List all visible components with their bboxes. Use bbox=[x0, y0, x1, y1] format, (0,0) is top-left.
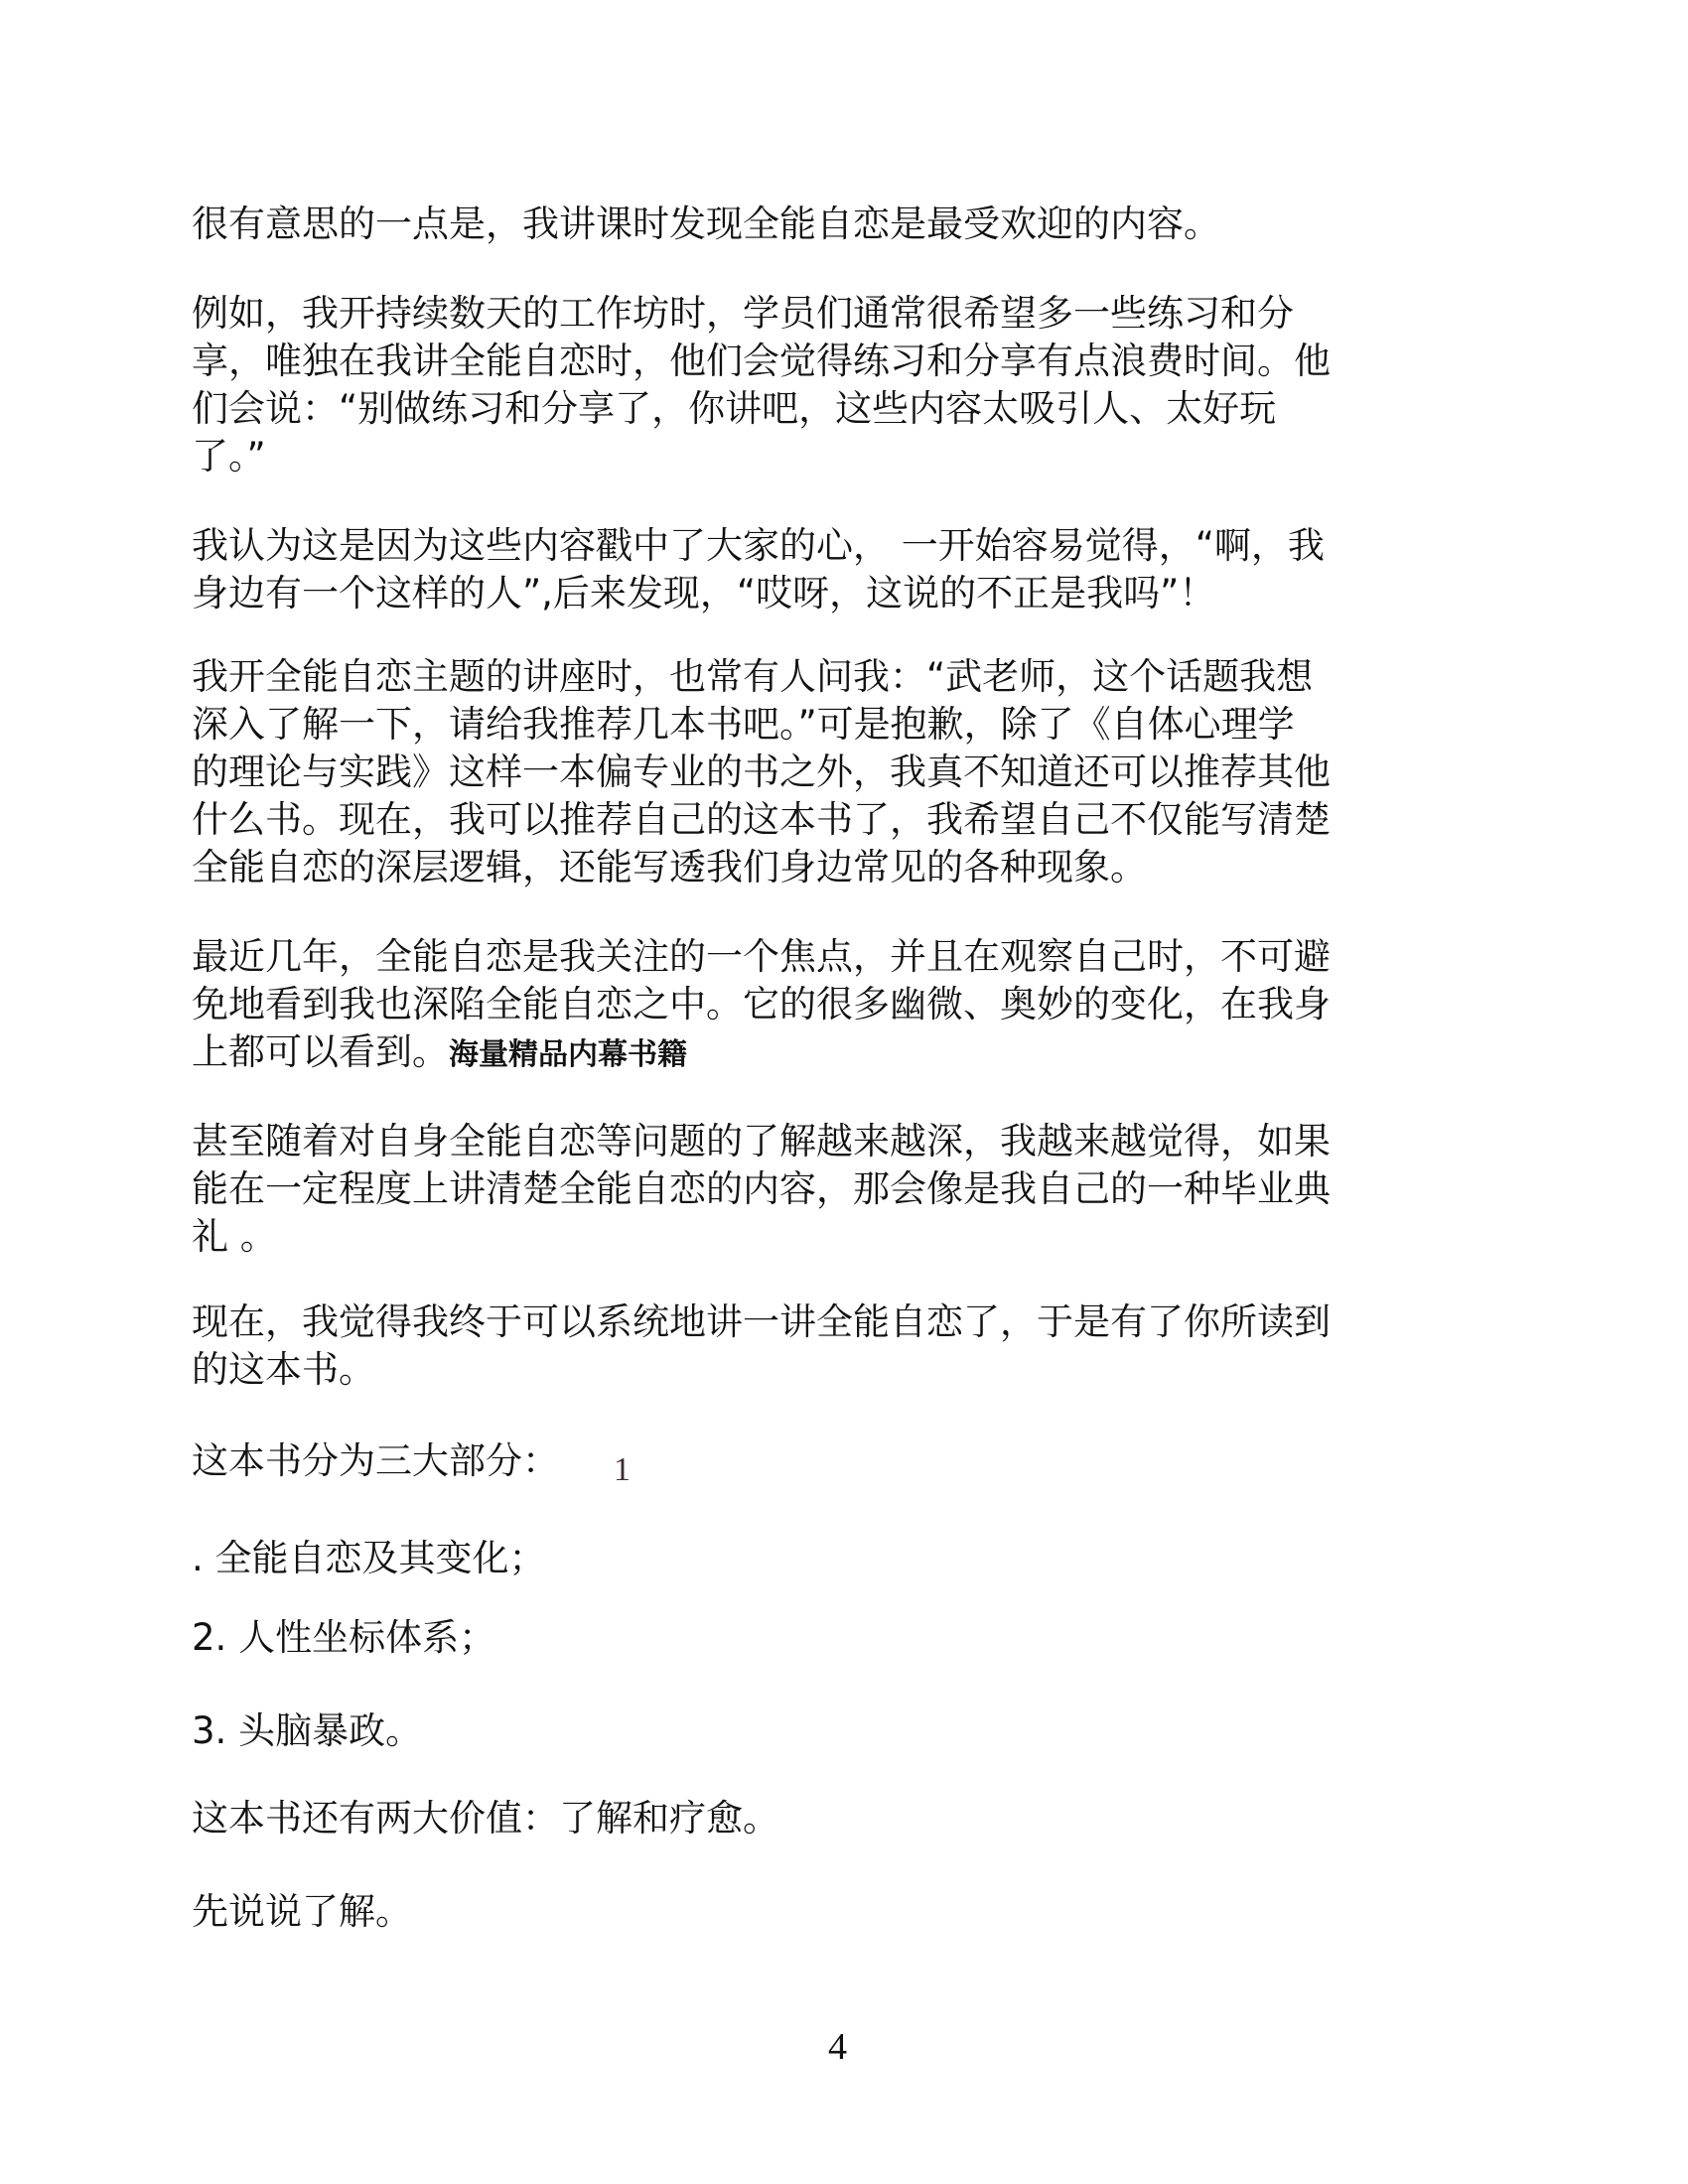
paragraph-line: 先说说了解。 bbox=[192, 1890, 412, 1933]
paragraph-line: 我开全能自恋主题的讲座时，也常有人问我：“武老师，这个话题我想 bbox=[192, 655, 1314, 698]
paragraph-line: 甚至随着对自身全能自恋等问题的了解越来越深，我越来越觉得，如果 bbox=[192, 1120, 1331, 1162]
paragraph-line: 的这本书。 bbox=[192, 1348, 375, 1391]
paragraph-line: 享，唯独在我讲全能自恋时，他们会觉得练习和分享有点浪费时间。他 bbox=[192, 340, 1331, 382]
paragraph-line: 什么书。现在，我可以推荐自己的这本书了，我希望自己不仅能写清楚 bbox=[192, 798, 1331, 841]
list-item: 2. 人性坐标体系； bbox=[192, 1616, 496, 1659]
paragraph-line: 例如，我开持续数天的工作坊时，学员们通常很希望多一些练习和分 bbox=[192, 292, 1294, 335]
stray-list-number: 1 bbox=[614, 1451, 631, 1488]
list-item: 3. 头脑暴政。 bbox=[192, 1709, 423, 1752]
paragraph-line: 礼 。 bbox=[192, 1215, 277, 1258]
paragraph-line: 的理论与实践》这样一本偏专业的书之外，我真不知道还可以推荐其他 bbox=[192, 751, 1331, 793]
paragraph-line: 最近几年，全能自恋是我关注的一个焦点，并且在观察自己时，不可避 bbox=[192, 935, 1331, 978]
paragraph-line: 全能自恋的深层逻辑，还能写透我们身边常见的各种现象。 bbox=[192, 846, 1147, 888]
paragraph-line: 这本书还有两大价值：了解和疗愈。 bbox=[192, 1797, 779, 1840]
section-intro-line: 这本书分为三大部分： bbox=[192, 1439, 559, 1482]
list-item: . 全能自恋及其变化； bbox=[192, 1537, 546, 1579]
paragraph-line: 能在一定程度上讲清楚全能自恋的内容，那会像是我自己的一种毕业典 bbox=[192, 1167, 1331, 1210]
paragraph-line: 很有意思的一点是，我讲课时发现全能自恋是最受欢迎的内容。 bbox=[192, 203, 1220, 245]
paragraph-line: 深入了解一下，请给我推荐几本书吧。”可是抱歉，除了《自体心理学 bbox=[192, 703, 1295, 746]
page-number: 4 bbox=[828, 2026, 847, 2068]
paragraph-line: 身边有一个这样的人”,后来发现，“哎呀，这说的不正是我吗”！ bbox=[192, 572, 1216, 614]
watermark-text: 海量精品内幕书籍 bbox=[449, 1038, 687, 1071]
paragraph-line: 们会说：“别做练习和分享了，你讲吧，这些内容太吸引人、太好玩 bbox=[192, 387, 1277, 430]
paragraph-line bbox=[192, 1030, 687, 1077]
paragraph-line: 免地看到我也深陷全能自恋之中。它的很多幽微、奥妙的变化，在我身 bbox=[192, 983, 1331, 1025]
paragraph-line: 现在，我觉得我终于可以系统地讲一讲全能自恋了，于是有了你所读到 bbox=[192, 1300, 1331, 1343]
paragraph-text: 上都可以看到。 bbox=[192, 1030, 449, 1073]
paragraph-line: 了。” bbox=[192, 435, 266, 478]
paragraph-line: 我认为这是因为这些内容戳中了大家的心， 一开始容易觉得，“啊，我 bbox=[192, 524, 1325, 567]
